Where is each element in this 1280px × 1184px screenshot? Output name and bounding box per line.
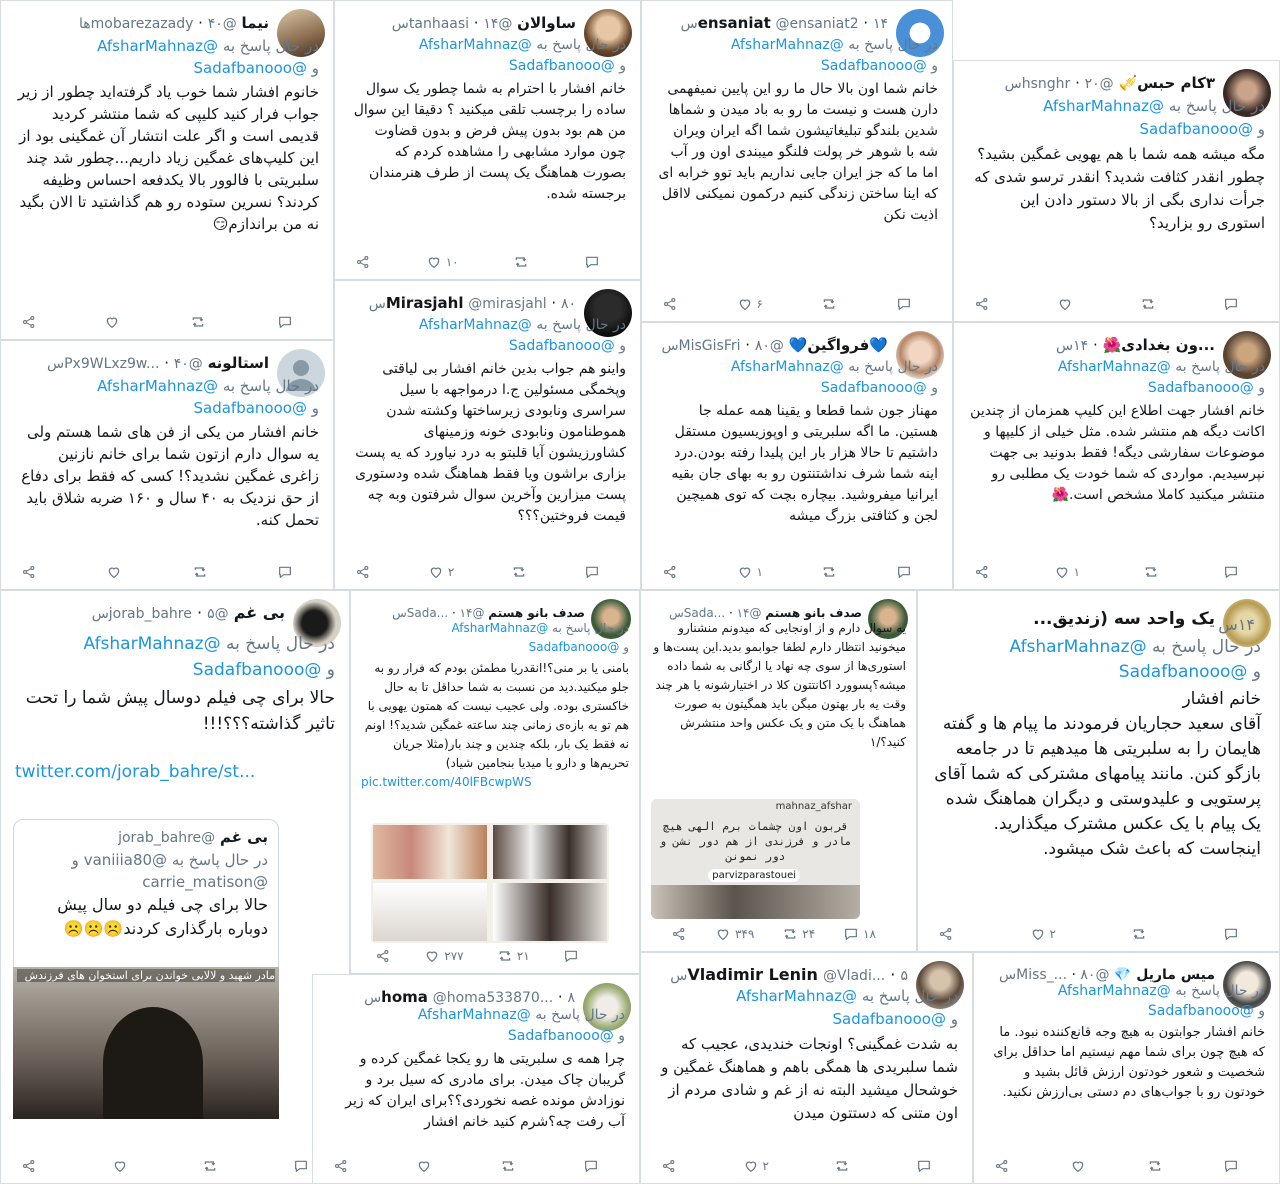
reply-button[interactable] (584, 254, 600, 270)
share-button[interactable] (994, 1158, 1010, 1174)
share-icon (974, 296, 990, 312)
action-bar (994, 1155, 1239, 1177)
tweet-card[interactable]: صدف بانو هستم @Sada... · ۱۴س یه سوال دارم و از اونجایی که میدونم منشنارو میخونید انتظار دارم لطفا جوابمو بدید.این پست‌ها و استوری‌ها از سوی چه نهاد یا ارگانی به شما داده میشه؟پسوورد اکانتتون کلا در اختیارشونه یا هر چند وقت یه بار بهتون میگن باید همگیتون به صورت هماهنگ با یک متن و یک عکس واحد منتشرش کنید؟/۱ mahnaz_afshar قربون اون چشمات برم الهی هیچ مادر و فرزندی از هم دور نشن و دور نمونن parvizparastouei ۱۸ ۲۴ ۳۴۹ (640, 590, 917, 952)
action-bar (974, 293, 1239, 315)
retweet-icon (500, 1158, 516, 1174)
like-button[interactable] (715, 926, 754, 942)
image-tile (493, 883, 607, 941)
handle[interactable]: @Px9WLxz9w... (64, 356, 203, 372)
share-button[interactable] (21, 1158, 37, 1174)
handle[interactable]: @MisGisFri (678, 338, 784, 354)
mention-link[interactable]: @AfsharMahnaz (736, 987, 858, 1005)
reply-icon (1223, 926, 1239, 942)
retweet-button[interactable] (511, 564, 527, 580)
retweet-button[interactable] (1143, 564, 1159, 580)
tweet-body (968, 357, 1265, 506)
image-tile (373, 825, 487, 879)
retweet-icon (1131, 926, 1147, 942)
mention-link[interactable]: @AfsharMahnaz (418, 37, 532, 53)
share-icon (333, 1158, 349, 1174)
timestamp[interactable]: ۸۰س (368, 296, 576, 312)
retweet-button[interactable] (500, 1158, 516, 1174)
image-tile (373, 883, 487, 941)
retweet-icon (202, 1158, 218, 1174)
image-tile (493, 825, 607, 879)
share-icon (974, 564, 990, 580)
reply-button[interactable] (584, 564, 600, 580)
reply-context: در حال پاسخ به @AfsharMahnaz و @Sadafbanooo (418, 317, 626, 354)
mention-link[interactable]: @AfsharMahnaz (97, 377, 219, 395)
tweet-card[interactable]: صدف بانو هستم @Sada... · ۱۴س در حال پاسخ به @AfsharMahnaz و @Sadafbanooo بامنی یا بر منی؟!انقدریا مطمئن بودم که فرار رو به جلو میکنید.دید من نسبت به شما حداقل تا به حال خاکستری بوده. ولی عجیب نیست که همتون یهویی با هم تو یه بازه‌ی زمانی چند ساعته غمگین شدید؟! اونم نه فقط یک بار، بلکه چندین و چند بار(مثلا جریان تحریم‌ها و دارو یا میدیا بنجامین شیاد) pic.twitter.com/40lFBcwpWS ۲۱ ۲۷۷ (350, 590, 640, 974)
heart-icon (426, 254, 442, 270)
tweet-text: خانم افشار من یکی از فن های شما هستم ولی یه سوال دارم ازتون شما برای خانم نازنین زاغری غمگین نشدید؟! کسی که فقط برای دفاع از حق نزدیک به ۴۰ سال و ۱۶۰ ضربه شلاق باید تحمل کنه. (21, 423, 319, 529)
timestamp[interactable]: ۱۴س (1218, 615, 1255, 634)
share-button[interactable] (21, 314, 37, 330)
reply-context: در حال پاسخ به @AfsharMahnaz و @Sadafbanooo (730, 359, 938, 396)
display-name[interactable]: میس ماریل 💎 (1113, 967, 1215, 983)
retweet-count: ۲۴ (802, 927, 816, 941)
handle[interactable]: @Vladi... (823, 968, 886, 984)
reply-button[interactable] (583, 1158, 599, 1174)
reply-button[interactable] (1223, 1158, 1239, 1174)
heart-icon (737, 564, 753, 580)
reply-context: در حال پاسخ به @AfsharMahnaz و @Sadafbanooo (736, 987, 958, 1028)
tweet-text: حالا برای چی فیلم دوسال پیش شما را تحت تاثیر گذاشته؟؟؟!!! (25, 688, 335, 734)
retweet-icon (1143, 564, 1159, 580)
tweet-body (932, 635, 1261, 862)
tweet-body (15, 631, 335, 785)
reply-icon (896, 564, 912, 580)
action-bar (21, 561, 293, 583)
reply-button[interactable] (896, 564, 912, 580)
reply-context: در حال پاسخ به @AfsharMahnaz و @Sadafbanooo (83, 634, 335, 680)
mention-link[interactable]: @AfsharMahnaz (1043, 97, 1165, 115)
heart-icon (106, 564, 122, 580)
mention-link[interactable]: @Sadafbanooo (193, 399, 307, 417)
handle[interactable]: @homa533870... (432, 990, 554, 1006)
reply-button[interactable] (1223, 296, 1239, 312)
reply-button[interactable] (916, 1158, 932, 1174)
action-bar (661, 1155, 932, 1177)
retweet-icon (821, 296, 837, 312)
reply-context: در حال پاسخ به @AfsharMahnaz و @Sadafbanooo (730, 37, 938, 74)
handle[interactable]: @mobarezazady (90, 16, 237, 32)
tweet-card[interactable]: ساوالان @tanhaasi · ۱۴س در حال پاسخ به @AfsharMahnaz و @Sadafbanooo خانم افشار با احترام به شما چطور یک سوال ساده را برچسب تلقی میکنید ؟ دقیقا این سوال من هم بود بدون پیش فرض و بدون قضاوت چون موارد مشابهی را مشاهده کردم که بصورت هماهنگ یک پست از طرف هنرمندان برجسته شده. ۱۰ (334, 0, 641, 280)
like-button[interactable] (737, 564, 763, 580)
display-name[interactable]: ...ون بغدادی🌺 (1102, 336, 1215, 354)
reply-context: در حال پاسخ به @AfsharMahnaz و @Sadafbanooo (1057, 359, 1265, 396)
share-icon (21, 564, 37, 580)
reply-icon (916, 1158, 932, 1174)
image-grid[interactable] (371, 823, 609, 943)
reply-button[interactable] (563, 948, 579, 964)
share-button[interactable] (375, 948, 391, 964)
retweet-icon (1140, 296, 1156, 312)
retweet-icon (1147, 1158, 1163, 1174)
tweet-link[interactable]: twitter.com/jorab_bahre/st... (15, 762, 256, 782)
like-button[interactable] (416, 1158, 432, 1174)
like-count: ۶ (756, 297, 763, 311)
share-button[interactable] (661, 1158, 677, 1174)
story-caption: قربون اون چشمات برم الهی هیچ مادر و فرزندی از هم دور نشن و دور نمونن (659, 820, 852, 863)
mention-link[interactable]: @AfsharMahnaz (730, 37, 844, 53)
share-button[interactable] (938, 926, 954, 942)
reply-icon (584, 564, 600, 580)
reply-button[interactable] (896, 296, 912, 312)
like-button[interactable] (737, 296, 763, 312)
heart-icon (1030, 926, 1046, 942)
tweet-text: خانم افشار با احترام به شما چطور یک سوال ساده را برچسب تلقی میکنید ؟ دقیقا این سوال من هم بود بدون پیش فرض و بدون قضاوت چون موارد مشابهی را مشاهده کردم که بصورت هماهنگ یک پست از طرف هنرمندان برجسته شده. (353, 81, 626, 202)
display-name[interactable]: homa (381, 988, 428, 1006)
tweet-card[interactable]: Mirasjahl @mirasjahl · ۸۰س در حال پاسخ به @AfsharMahnaz و @Sadafbanooo واینو هم جواب بدین خانم افشار بی لیاقتی وپخمگی مسئولین ج.ا درمواجهه با سیل سراسری ونابودی زیرساختها وکشته شدن هموطنامون ونابودی خونه وزمینهای کشاورزیشون آیا قلبتو به درد نیاورد که یه پست بزاری براشون ویا فقط هماهنگ شده ودستوری پست میزارین وآخرین سوال شرفتون وبه چه قیمت فروختین؟؟؟ ۲ (334, 280, 641, 590)
handle[interactable]: @Miss_... (1016, 967, 1110, 983)
quoted-handle: @jorab_bahre (118, 830, 216, 846)
reply-context: در حال پاسخ به @AfsharMahnaz و @Sadafbanooo (1057, 983, 1265, 1019)
tweet-card[interactable]: ...ون بغدادی🌺 · ۱۴س در حال پاسخ به @AfsharMahnaz و @Sadafbanooo خانم افشار جهت اطلاع این کلیپ همزمان از چندین اکانت دیگه هم منتشر شده. مثل خیلی از کلیپها و موضوعات سفارشی دیگه! فقط بدونید بی جهت نپرسیدیم. مواردی که شما خودت یک مطلبی رو منتشر میکنید کاملا مشخص است.🌺 ۱ (953, 322, 1280, 590)
story-username: mahnaz_afshar (775, 801, 852, 812)
mention-link[interactable]: @Sadafbanooo (508, 58, 615, 74)
like-count: ۲۷۷ (444, 949, 464, 963)
mention-link[interactable]: @Sadafbanooo (507, 1028, 614, 1044)
timestamp[interactable]: ۸س (364, 990, 575, 1006)
like-count: ۱ (1073, 565, 1080, 579)
retweet-button[interactable] (1140, 296, 1156, 312)
share-icon (355, 564, 371, 580)
share-button[interactable] (21, 564, 37, 580)
tweet-body (651, 617, 906, 752)
share-button[interactable] (662, 564, 678, 580)
tweet-body (349, 315, 626, 527)
mention-link[interactable]: @Sadafbanooo (1139, 120, 1253, 138)
tweet-card[interactable] (917, 590, 1280, 952)
reply-icon (277, 314, 293, 330)
display-name[interactable]: نیما (241, 14, 269, 32)
share-button[interactable] (355, 254, 371, 270)
tweet-card[interactable]: میس ماریل 💎 @Miss_... · ۸۰س در حال پاسخ به @AfsharMahnaz و @Sadafbanooo خانم افشار جوابتون به هیچ وجه قانع‌کننده نبود. ما که هیچ چون برای شما مهم نیستیم اما حداقل برای شخصیت و شعور خودتون ارزش قائل بشید و خودتون رو با جواب‌های دم دستی بی‌ارزش نکنید. (973, 952, 1280, 1184)
share-icon (21, 314, 37, 330)
action-bar (375, 945, 579, 967)
action-bar (671, 923, 876, 945)
video-caption: مادر شهید و لالایی خواندن برای استخوان های فرزندش (17, 969, 275, 982)
reply-icon (1223, 296, 1239, 312)
action-bar (355, 561, 600, 583)
tweet-body (968, 95, 1265, 235)
mention-link[interactable]: @Sadafbanooo (820, 380, 927, 396)
share-icon (661, 1158, 677, 1174)
handle[interactable]: @mirasjahl (468, 296, 547, 312)
handle[interactable]: @tanhaasi (408, 16, 513, 32)
tweet-body (349, 35, 626, 205)
like-count: ۲ (762, 1159, 769, 1173)
tweet-text: خانوم افشار شما خوب یاد گرفته‌اید چطور از زیر جواب فرار کنید کلیپی که شما منتشر کردید قدیمی است و اگر علت انتشار آن غمگینی بود از این کلیپ‌های غمگین زیاد داریم...چطور شد چند سلبریتی با فالوور بالا یکدفعه احساس وظیفه کردند؟ نسرین ستوده رو هم گذاشتید تا الان بگید نه من براندازم😏 (17, 83, 319, 233)
tweet-text: مهناز جون شما قطعا و یقینا همه عمله جا هستین. ما اگه سلبریتی و اوپوزیسیون مستقل داشتیم تا حالا هزار بار این پلیدا رفته بودن.درد اینه شما شرف نداشتنتون رو به بهای جان بقیه ایرانیا میفروشید. بیچاره بچت که توی همیچین لجن و کثافتی بزرگ میشه (671, 403, 938, 524)
video-person-figure (103, 1007, 203, 1119)
timestamp[interactable]: ۱۴س (680, 16, 888, 32)
tweet-card[interactable]: استالونه @Px9WLxz9w... · ۴۰س در حال پاسخ به @AfsharMahnaz و @Sadafbanooo خانم افشار من یکی از فن های شما هستم ولی یه سوال دارم ازتون شما برای خانم نازنین زاغری غمگین نشدید؟! کسی که فقط برای دفاع از حق نزدیک به ۴۰ سال و ۱۶۰ ضربه شلاق باید تحمل کنه. (0, 340, 334, 590)
tweet-card[interactable]: ۳کام حبس🎺 @hsnghr · ۲۰س در حال پاسخ به @AfsharMahnaz و @Sadafbanooo مگه میشه همه شما با هم یهویی غمگین بشید؟ چطور انقدر کثافت شدید؟ انقدر ترسو شدی که جرأت نداری بگی از بالا دستور دادن این استوری رو بزارید؟ (953, 60, 1280, 322)
tweet-text: خانم افشار آقای سعید حجاریان فرمودند ما پیام ها و گفته هایمان را به سلبریتی ها میدهیم تا در جامعه بازگو کنن. مانند پیامهای مشترکی که شما آقای پرستویی و علیدوستی و دیگران هماهنگ شده یک پیام با یک عکس مشترک میگذارید. اینجاست که باعث شک میشود. (934, 689, 1261, 859)
display-name[interactable]: یک واحد سه (زندیق... (1033, 609, 1215, 629)
like-button[interactable] (743, 1158, 769, 1174)
retweet-button[interactable] (192, 564, 208, 580)
story-screenshot[interactable] (651, 799, 860, 919)
tweet-link[interactable]: pic.twitter.com/40lFBcwpWS (361, 775, 532, 789)
like-count: ۳۴۹ (734, 927, 755, 941)
heart-icon (1070, 1158, 1086, 1174)
reply-button[interactable] (1223, 926, 1239, 942)
heart-icon (715, 926, 731, 942)
tweet-body (655, 985, 958, 1125)
timestamp[interactable]: ۵س (91, 606, 215, 622)
mention-link[interactable]: @AfsharMahnaz (1057, 359, 1171, 375)
timestamp[interactable]: ۸۰س (661, 338, 770, 354)
reply-icon (563, 948, 579, 964)
timestamp[interactable]: ۴۰ها (78, 16, 223, 32)
video-thumbnail[interactable] (13, 967, 279, 1119)
retweet-icon (782, 926, 798, 942)
like-button[interactable] (1054, 564, 1080, 580)
share-button[interactable] (974, 296, 990, 312)
reply-icon (1223, 564, 1239, 580)
timestamp[interactable]: ۴۰س (47, 356, 189, 372)
reply-context: در حال پاسخ به @AfsharMahnaz و @Sadafbanooo (418, 37, 626, 74)
retweet-icon (192, 564, 208, 580)
heart-icon (112, 1158, 128, 1174)
share-icon (994, 1158, 1010, 1174)
mention-link[interactable]: @AfsharMahnaz (418, 317, 532, 333)
action-bar (21, 311, 293, 333)
retweet-count: ۲۱ (516, 949, 530, 963)
display-name[interactable]: صدف بانو هستم (488, 606, 585, 620)
mention-link[interactable]: @AfsharMahnaz (417, 1007, 531, 1023)
retweet-button[interactable] (513, 254, 529, 270)
like-button[interactable] (104, 314, 124, 330)
handle[interactable]: @hsnghr (1021, 76, 1114, 92)
share-icon (21, 1158, 37, 1174)
reply-context: در حال پاسخ به @AfsharMahnaz و @Sadafbanooo (97, 37, 319, 77)
share-icon (375, 948, 391, 964)
display-name[interactable]: بی غم (233, 603, 285, 622)
mention-link[interactable]: @Sadafbanooo (192, 660, 322, 680)
heart-icon (424, 948, 440, 964)
mention-link[interactable]: @AfsharMahnaz (97, 37, 219, 55)
display-name[interactable]: Mirasjahl (385, 294, 464, 312)
tweet-body (327, 1005, 625, 1133)
heart-icon (428, 564, 444, 580)
reply-icon (583, 1158, 599, 1174)
quoted-reply-context: در حال پاسخ به @vaniiia80 و @carrie_matison (71, 851, 268, 891)
action-bar (974, 561, 1239, 583)
tweet-card[interactable]: homa @homa533870... · ۸س در حال پاسخ به @AfsharMahnaz و @Sadafbanooo چرا همه ی سلبریتی ها رو یکجا غمگین کرده و گریبان چاک میدن. برای مادری که سیل برد و نوزادش مونده غصه نخوردی؟؟برای ایران که زیر آب رفت چه؟شرم کنید خانم افشار (312, 974, 640, 1184)
tweet-text: به شدت غمگینی؟ اونجات خندیدی، عجیب که شما سلبریدی ها همگی باهم و هماهنگ غمگین و خوشحال میشید البته نه از غم و شادی مردم از اون متنی که دستتون میدن (661, 1035, 958, 1122)
story-hand-image (651, 885, 860, 919)
mention-link[interactable]: @Sadafbanooo (193, 59, 307, 77)
display-name[interactable]: استالونه (207, 354, 269, 372)
display-name[interactable]: ساوالان (517, 14, 576, 32)
timestamp[interactable]: ۱۴س (391, 16, 499, 32)
reply-icon (293, 1158, 309, 1174)
heart-icon (416, 1158, 432, 1174)
reply-icon (896, 296, 912, 312)
retweet-button[interactable] (202, 1158, 218, 1174)
like-button[interactable] (428, 564, 454, 580)
reply-button[interactable] (277, 564, 293, 580)
reply-context: در حال پاسخ به @AfsharMahnaz و @Sadafbanooo (1043, 97, 1265, 138)
reply-context: در حال پاسخ به @AfsharMahnaz و @Sadafbanooo (1009, 637, 1261, 682)
retweet-icon (513, 254, 529, 270)
like-button[interactable] (1057, 296, 1073, 312)
like-count: ۲ (1049, 927, 1056, 941)
display-name[interactable]: 💙فرواگین💙 (788, 336, 888, 354)
tweet-text: خانم افشار جوابتون به هیچ وجه قانع‌کننده نبود. ما که هیچ چون برای شما مهم نیستیم اما حداقل برای شخصیت و شعور خودتون ارزش قائل بشید و خودتون رو با جواب‌های دم دستی بی‌ارزش نکنید. (993, 1025, 1265, 1100)
reply-button[interactable] (293, 1158, 309, 1174)
like-button[interactable] (112, 1158, 128, 1174)
quoted-text: حالا برای چی فیلم دو سال پیش دوباره بارگذاری کردند☹️☹️☹️ (57, 895, 268, 938)
timestamp[interactable]: ۱۴س (1056, 338, 1089, 354)
retweet-icon (190, 314, 206, 330)
action-bar (333, 1155, 599, 1177)
tweet-text: چرا همه ی سلبریتی ها رو یکجا غمگین کرده و گریبان چاک میدن. برای مادری که سیل برد و نوزادش مونده غصه نخوردی؟؟برای ایران که زیر آب رفت چه؟شرم کنید خانم افشار (345, 1051, 625, 1130)
heart-icon (1054, 564, 1070, 580)
timestamp[interactable]: ۲۰س (1004, 76, 1100, 92)
display-name[interactable]: صدف بانو هستم (765, 606, 862, 620)
action-bar (662, 561, 912, 583)
tweet-text: واینو هم جواب بدین خانم افشار بی لیاقتی وپخمگی مسئولین ج.ا درمواجهه با سیل سراسری ونابودی زیرساختها وکشته شدن هموطنامون ونابودی خونه وزمینهای کشاورزیشون آیا قلبتو به درد نیاورد که یه پست بزاری براشون ویا فقط هماهنگ شده ودستوری پست میزارین وآخرین سوال شرفتون وبه چه قیمت فروختین؟؟؟ (355, 361, 626, 524)
display-name[interactable]: ensaniat (697, 14, 771, 32)
retweet-button[interactable] (821, 564, 837, 580)
share-button[interactable] (662, 296, 678, 312)
timestamp[interactable]: ۸۰س (999, 967, 1096, 983)
mention-link[interactable]: @AfsharMahnaz (1057, 983, 1171, 999)
mention-link[interactable]: @AfsharMahnaz (451, 621, 549, 635)
mention-link[interactable]: @AfsharMahnaz (730, 359, 844, 375)
share-icon (662, 296, 678, 312)
reply-count: ۱۸ (863, 927, 876, 941)
heart-icon (737, 296, 753, 312)
like-count: ۱۰ (445, 255, 459, 269)
mention-link[interactable]: @Sadafbanooo (1147, 380, 1254, 396)
retweet-button[interactable] (190, 314, 210, 330)
retweet-button[interactable] (782, 926, 815, 942)
retweet-button[interactable] (834, 1158, 850, 1174)
tweet-text: خانم شما اون بالا حال ما رو این پایین نمیفهمی دارن هست و نیست ما رو به باد میدن و شماها شدین بلندگو تبلیغاتیشون شما اگه ایران ویران شه با شوهر خر پولت فلنگو میبندی اون ور آب اما ما که جز ایران جایی نداریم باید توو خرابه ای که اینا ساختن زندگی کنیم درکمون نمیکنی لااقل اذیت نکن (658, 81, 938, 223)
reply-button[interactable] (277, 314, 293, 330)
reply-button[interactable] (1223, 564, 1239, 580)
tweet-card[interactable]: بی غم @jorab_bahre · ۵س در حال پاسخ به @AfsharMahnaz و @Sadafbanooo حالا برای چی فیلم دوسال پیش شما را تحت تاثیر گذاشته؟؟؟!!! twitter.com/jorab_bahre/st... بی غم @jorab_bahre در حال پاسخ به @vaniiia80 و @carrie_matison حالا برای چی فیلم دو سال پیش دوباره بارگذاری کردند☹️☹️☹️ مادر شهید و لالایی خواندن برای استخوان های فرزندش (0, 590, 350, 1184)
handle[interactable]: @Sada... (683, 606, 762, 620)
action-bar (662, 293, 912, 315)
retweet-icon (834, 1158, 850, 1174)
share-icon (671, 926, 687, 942)
tweet-card[interactable]: Vladimir Lenin @Vladi... · ۵س در حال پاسخ به @AfsharMahnaz و @Sadafbanooo به شدت غمگینی؟ اونجات خندیدی، عجیب که شما سلبریدی ها همگی باهم و هماهنگ غمگین و خوشحال میشید البته نه از غم و شادی مردم از اون متنی که دستتون میدن ۲ (640, 952, 973, 1184)
share-button[interactable] (355, 564, 371, 580)
display-name[interactable]: ۳کام حبس🎺 (1118, 74, 1215, 92)
heart-icon (1057, 296, 1073, 312)
like-count: ۲ (447, 565, 455, 579)
like-button[interactable] (1070, 1158, 1086, 1174)
mention-link[interactable]: @Sadafbanooo (508, 338, 615, 354)
share-button[interactable] (333, 1158, 349, 1174)
tweet-body (656, 35, 938, 226)
tweet-text: خانم افشار جهت اطلاع این کلیپ همزمان از چندین اکانت دیگه هم منتشر شده. مثل خیلی از کلیپها و موضوعات سفارشی دیگه! فقط بدونید بی جهت نپرسیدیم. مواردی که شما خودت یک مطلبی رو منتشر میکنید کاملا مشخص است.🌺 (970, 403, 1265, 503)
like-button[interactable] (426, 254, 459, 270)
retweet-button[interactable] (1131, 926, 1147, 942)
retweet-icon (511, 564, 527, 580)
reply-context: در حال پاسخ به @AfsharMahnaz و @Sadafbanooo (451, 621, 629, 654)
handle[interactable]: @ensaniat2 (775, 16, 859, 32)
tweet-card[interactable]: 💙فرواگین💙 @MisGisFri · ۸۰س در حال پاسخ به @AfsharMahnaz و @Sadafbanooo مهناز جون شما قطعا و یقینا همه عمله جا هستین. ما اگه سلبریتی و اوپوزیسیون مستقل داشتیم تا حالا هزار بار این پلیدا رفته بودن.درد اینه شما شرف نداشتنتون رو به بهای جان بقیه ایرانیا میفروشید. بیچاره بچت که توی همیچین لجن و کثافتی بزرگ میشه ۱ (641, 322, 953, 590)
handle[interactable]: @jorab_bahre (108, 606, 229, 622)
mention-link[interactable]: @Sadafbanooo (820, 58, 927, 74)
like-button[interactable] (106, 564, 122, 580)
tweet-body (361, 619, 629, 792)
share-icon (938, 926, 954, 942)
reply-icon (843, 926, 859, 942)
display-name[interactable]: Vladimir Lenin (687, 965, 818, 984)
tweet-body (15, 35, 319, 235)
tweet-body (15, 375, 319, 531)
retweet-button[interactable] (821, 296, 837, 312)
mention-link[interactable]: @Sadafbanooo (528, 640, 620, 654)
tweet-text: مگه میشه همه شما با هم یهویی غمگین بشید؟ چطور انقدر کثافت شدید؟ انقدر ترسو شدی که جرأت نداری بگی از بالا دستور دادن این استوری رو بزارید؟ (974, 145, 1265, 232)
share-button[interactable] (671, 926, 687, 942)
handle[interactable]: @Sada... (406, 606, 485, 620)
heart-icon (104, 314, 120, 330)
timestamp[interactable]: ۱۴س (392, 606, 473, 620)
tweet-card[interactable]: ensaniat @ensaniat2 · ۱۴س در حال پاسخ به @AfsharMahnaz و @Sadafbanooo خانم شما اون بالا حال ما رو این پایین نمیفهمی دارن هست و نیست ما رو به باد میدن و شماها شدین بلندگو تبلیغاتیشون شما اگه ایران ویران شه با شوهر خر پولت فلنگو میبندی اون ور آب اما ما که جز ایران جایی نداریم باید توو خرابه ای که اینا ساختن زندگی کنیم درکمون نمیکنی لااقل اذیت نکن ۶ (641, 0, 953, 322)
like-button[interactable] (424, 948, 463, 964)
heart-icon (743, 1158, 759, 1174)
retweet-button[interactable] (497, 948, 530, 964)
tweet-body (656, 357, 938, 527)
retweet-button[interactable] (1147, 1158, 1163, 1174)
story-commenter: parvizparastouei (708, 869, 800, 882)
reply-icon (1223, 1158, 1239, 1174)
tweet-text: یه سوال دارم و از اونجایی که میدونم منشنارو میخونید انتظار دارم لطفا جوابمو بدید.این پست‌ها و استوری‌ها از سوی چه نهاد یا ارگانی به شما داده میشه؟پسوورد اکانتتون کلا در اختیارشونه یا هر چند وقت یه بار بهتون میگن باید همگیتون به صورت هماهنگ با یک متن و یک عکس واحد منتشرش کنید؟/۱ (653, 621, 906, 749)
action-bar (938, 923, 1239, 945)
reply-icon (277, 564, 293, 580)
action-bar (21, 1155, 309, 1177)
mention-link[interactable]: @Sadafbanooo (832, 1010, 946, 1028)
timestamp[interactable]: ۱۴س (669, 606, 750, 620)
reply-context: در حال پاسخ به @AfsharMahnaz و @Sadafbanooo (97, 377, 319, 417)
tweet-card[interactable]: نیما @mobarezazady · ۴۰ها در حال پاسخ به @AfsharMahnaz و @Sadafbanooo خانوم افشار شما خوب یاد گرفته‌اید چطور از زیر جواب فرار کنید کلیپی که شما منتشر کردید قدیمی است و اگر علت انتشار آن غمگینی بود از این کلیپ‌های غمگین زیاد داریم...چطور شد چند سلبریتی با فالوور بالا یکدفعه احساس وظیفه کردند؟ نسرین ستوده رو هم گذاشتید تا الان بگید نه من براندازم😏 (0, 0, 334, 340)
tweet-text: بامنی یا بر منی؟!انقدریا مطمئن بودم که فرار رو به جلو میکنید.دید من نسبت به شما حداقل تا به حال خاکستری بوده. ولی عجیب نیست که همتون یهویی با هم تو یه بازه‌ی زمانی چند ساعته غمگین شدید؟! اونم نه فقط یک بار، بلکه چندین و چند بار(مثلا جریان تحریم‌ها و دارو یا میدیا بنجامین شیاد) (364, 661, 629, 770)
reply-context: در حال پاسخ به @AfsharMahnaz و @Sadafbanooo (417, 1007, 625, 1044)
mention-link[interactable]: @AfsharMahnaz (1009, 637, 1147, 657)
quoted-display-name: بی غم (219, 828, 268, 846)
share-icon (662, 564, 678, 580)
tweet-body (988, 981, 1265, 1103)
mention-link[interactable]: @Sadafbanooo (1147, 1003, 1254, 1019)
mention-link[interactable]: @AfsharMahnaz (83, 634, 221, 654)
like-button[interactable] (1030, 926, 1056, 942)
like-count: ۱ (756, 565, 763, 579)
retweet-icon (821, 564, 837, 580)
timestamp[interactable]: ۵س (670, 968, 908, 984)
share-icon (355, 254, 371, 270)
mention-link[interactable]: @Sadafbanooo (1118, 662, 1248, 682)
retweet-icon (497, 948, 513, 964)
action-bar (355, 251, 600, 273)
reply-button[interactable] (843, 926, 876, 942)
reply-icon (584, 254, 600, 270)
share-button[interactable] (974, 564, 990, 580)
